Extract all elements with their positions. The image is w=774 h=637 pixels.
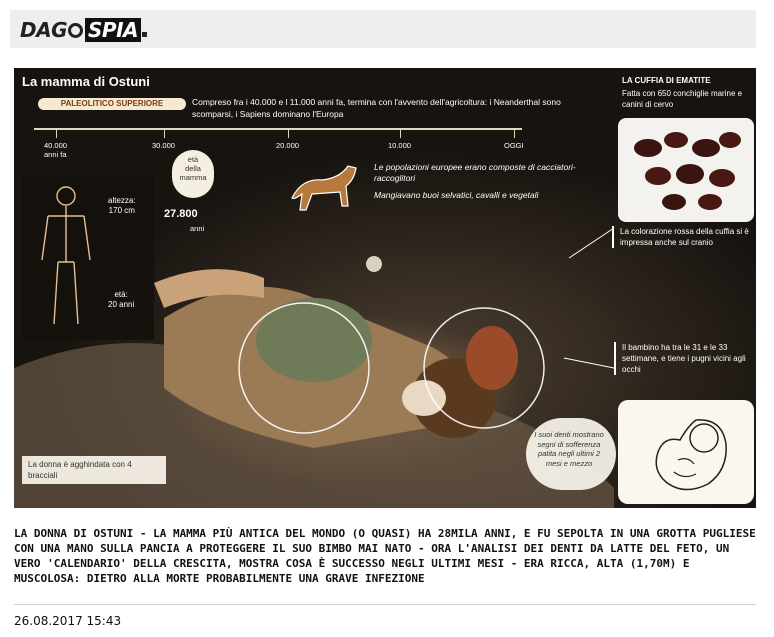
timeline-tick	[400, 130, 401, 138]
mama-age-unit: anni	[190, 224, 205, 233]
article-caption[interactable]: LA DONNA DI OSTUNI - LA MAMMA PIÙ ANTICA DEL MONDO (O QUASI) HA 28MILA ANNI, E FU SEPOLTA IN UNA GROTTA PUGLIESE CON UNA MANO SULLA PANCIA A PROTEGGERE IL SUO BIMBO MAI NATO - ORA L'ANALISI DEI DENTI DA LATTE DEL FETO, UN VERO 'CALENDARIO' DELLA CRESCITA, MOSTRA COSA È SUCCESSO NEGLI ULTIMI MESI - ERA RICCA, ALTA (1,70M) E MUSCOLOSA: DIETRO ALLA MORTE PROBABILMENTE UNA GRAVE INFEZIONE	[14, 527, 756, 585]
logo-gear-icon	[68, 23, 83, 38]
teeth-note: I suoi denti mostrano segni di sofferenza patita negli ultimi 2 mesi e mezzo	[534, 430, 604, 468]
cuffia-title: LA CUFFIA DI EMATITE	[622, 76, 711, 85]
baby-note: Il bambino ha tra le 31 e le 33 settimane, e tiene i pugni vicini agli occhi	[614, 342, 756, 375]
divider	[14, 604, 756, 605]
horse-icon	[282, 158, 366, 218]
height-label: altezza: 170 cm	[108, 196, 136, 215]
mama-age-value: 27.800	[164, 208, 198, 220]
era-label: PALEOLITICO SUPERIORE	[38, 98, 186, 110]
article-date: 26.08.2017 15:43	[14, 614, 122, 628]
timeline-tick	[164, 130, 165, 138]
timeline-label: 40.000 anni fa	[44, 141, 67, 159]
timeline-axis	[34, 128, 522, 130]
mama-age-bubble: età della mamma	[172, 150, 214, 198]
timeline-label: 10.000	[388, 141, 411, 150]
timeline-label: 30.000	[152, 141, 175, 150]
human-figure-icon	[36, 182, 100, 332]
shells-icon	[618, 118, 754, 222]
infographic-image[interactable]	[14, 68, 756, 508]
dagospia-logo[interactable]: DAG SPIA ▪	[20, 18, 148, 42]
site-header	[10, 10, 756, 48]
bracelets-note: La donna è agghindata con 4 bracciali	[22, 456, 166, 484]
age-label: età: 20 anni	[108, 290, 135, 309]
fetus-icon	[618, 400, 754, 504]
infographic-title: La mamma di Ostuni	[22, 74, 150, 89]
body-figure-box	[22, 176, 154, 340]
timeline-tick	[56, 130, 57, 138]
era-description: Compreso fra i 40.000 e l 11.000 anni fa, termina con l'avvento dell'agricoltura: i Neanderthal sono scomparsi, i Sapiens dominano l'Europa	[192, 97, 561, 119]
color-note: La colorazione rossa della cuffia si è impressa anche sul cranio	[612, 226, 756, 248]
population-text: Le popolazioni europee erano composte di cacciatori-raccoglitori Mangiavano buoi selvatici, cavalli e vegetali	[374, 162, 576, 200]
timeline-tick	[514, 130, 515, 138]
cuffia-description: Fatta con 650 conchiglie marine e canini di cervo	[622, 89, 743, 109]
timeline-label: 20.000	[276, 141, 299, 150]
timeline-label: OGGI	[504, 141, 524, 150]
timeline-tick	[288, 130, 289, 138]
